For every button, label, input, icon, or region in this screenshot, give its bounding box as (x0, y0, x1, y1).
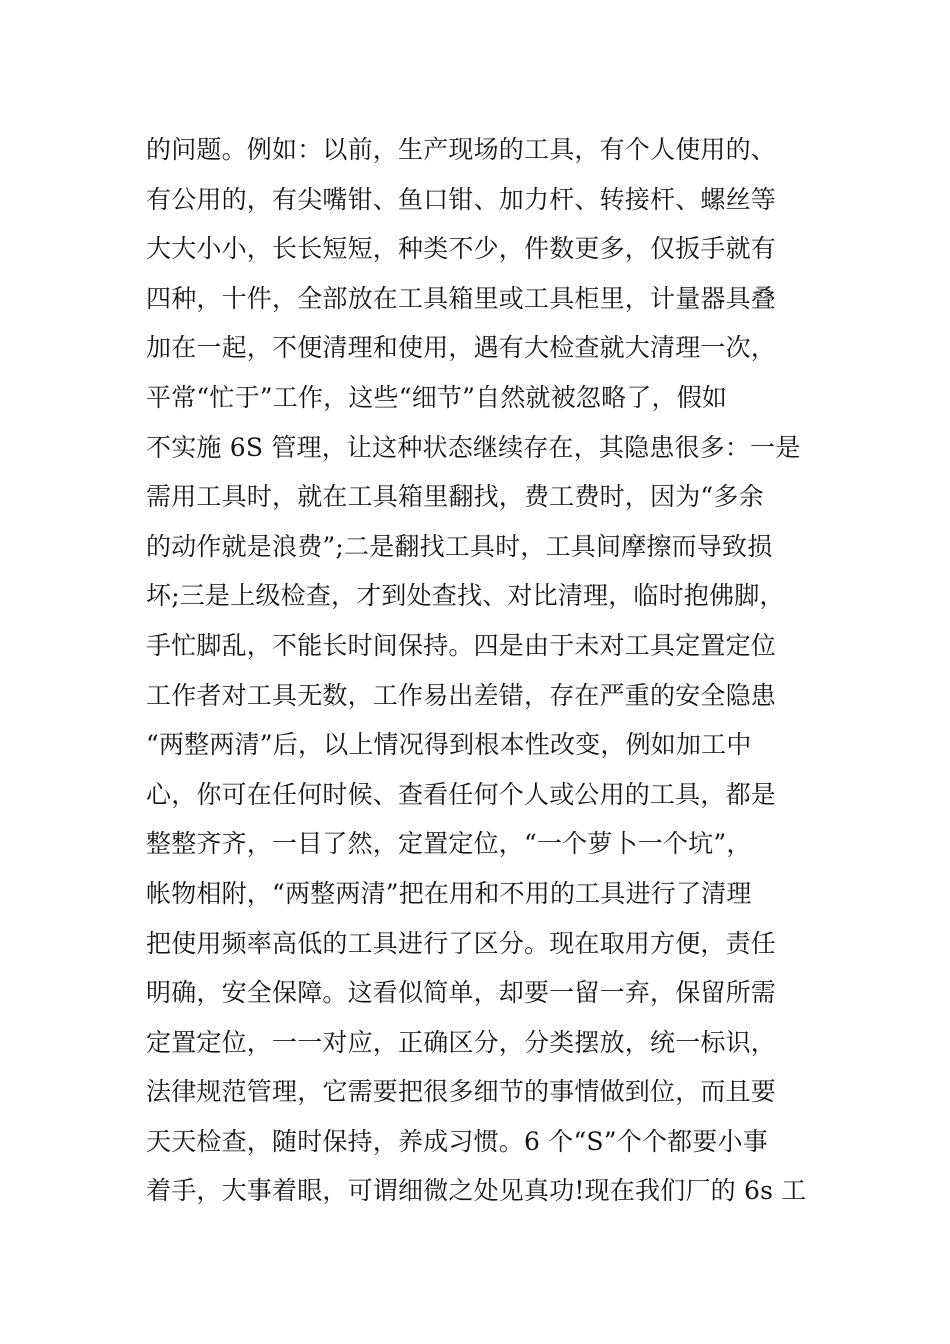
text-line: 帐物相附，“两整两清”把在用和不用的工具进行了清理 (146, 878, 752, 908)
text-line: 的问题。例如：以前，生产现场的工具，有个人使用的、 (146, 135, 777, 164)
text-line: 工作者对工具无数，工作易出差错，存在严重的安全隐患 (146, 680, 777, 710)
text-line: 手忙脚乱，不能长时间保持。四是由于未对工具定置定位 (146, 630, 777, 660)
text-line: 明确，安全保障。这看似简单，却要一留一弃，保留所需 (146, 978, 777, 1008)
text-line: “两整两清”后，以上情况得到根本性改变，例如加工中 (146, 730, 752, 760)
text-line: 把使用频率高低的工具进行了区分。现在取用方便，责任 (146, 928, 777, 958)
text-line: 四种，十件，全部放在工具箱里或工具柜里，计量器具叠 (146, 283, 777, 313)
text-line: 法律规范管理，它需要把很多细节的事情做到位，而且要 (146, 1077, 777, 1107)
text-line: 不实施 6S 管理，让这种状态继续存在，其隐患很多：一是 (146, 432, 801, 462)
text-line: 着手，大事着眼，可谓细微之处见真功!现在我们厂的 6s 工 (146, 1176, 807, 1206)
text-line: 坏;三是上级检查，才到处查找、对比清理，临时抱佛脚， (146, 581, 785, 611)
text-line: 定置定位，一一对应，正确区分，分类摆放，统一标识， (146, 1027, 777, 1057)
text-line: 加在一起，不便清理和使用，遇有大检查就大清理一次， (146, 333, 777, 363)
text-line: 天天检查，随时保持，养成习惯。6 个“S”个个都要小事 (146, 1126, 768, 1156)
body-paragraph (146, 125, 816, 1216)
text-line: 的动作就是浪费”;二是翻找工具时，工具间摩擦而导致损 (146, 531, 773, 561)
text-line: 需用工具时，就在工具箱里翻找，费工费时，因为“多余 (146, 482, 764, 512)
text-line: 大大小小，长长短短，种类不少，件数更多，仅扳手就有 (146, 234, 777, 264)
text-line: 有公用的，有尖嘴钳、鱼口钳、加力杆、转接杆、螺丝等 (146, 184, 777, 214)
text-line: 整整齐齐，一目了然，定置定位，“一个萝卜一个坑”， (146, 829, 752, 859)
text-line: 心，你可在任何时候、查看任何个人或公用的工具，都是 (146, 779, 777, 809)
text-line: 平常“忙于”工作，这些“细节”自然就被忽略了，假如 (146, 382, 728, 412)
